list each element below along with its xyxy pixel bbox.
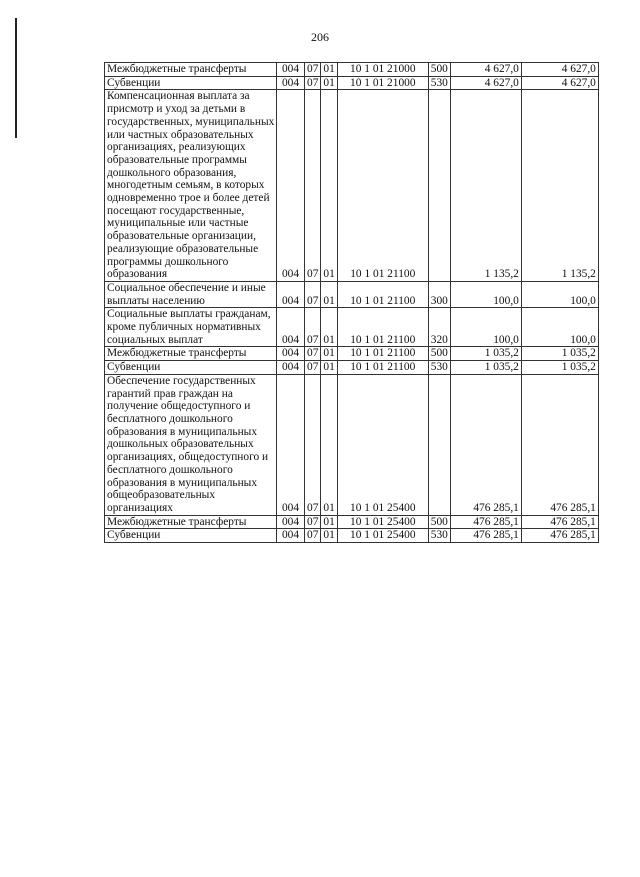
row-amount-1: 1 035,2 (450, 347, 521, 361)
row-expense-type: 300 (428, 281, 450, 307)
table-row (105, 374, 599, 515)
row-amount-2: 100,0 (521, 281, 598, 307)
row-amount-2: 1 035,2 (521, 347, 598, 361)
row-name: Субвенции (105, 76, 277, 90)
row-expense-type: 500 (428, 347, 450, 361)
row-grbs-code: 004 (277, 374, 305, 515)
row-target-article: 10 1 01 25400 (337, 515, 428, 529)
row-section-code: 07 (305, 281, 321, 307)
row-subsection-code: 01 (321, 347, 337, 361)
row-grbs-code: 004 (277, 90, 305, 282)
row-subsection-code: 01 (321, 90, 337, 282)
table-row (105, 361, 599, 375)
row-expense-type: 500 (428, 515, 450, 529)
row-grbs-code: 004 (277, 347, 305, 361)
row-target-article: 10 1 01 21100 (337, 90, 428, 282)
row-target-article: 10 1 01 21100 (337, 347, 428, 361)
row-amount-2: 4 627,0 (521, 63, 598, 77)
row-target-article: 10 1 01 21100 (337, 361, 428, 375)
row-amount-1: 1 035,2 (450, 361, 521, 375)
row-amount-1: 100,0 (450, 281, 521, 307)
row-target-article: 10 1 01 25400 (337, 529, 428, 543)
row-expense-type: 500 (428, 63, 450, 77)
row-subsection-code: 01 (321, 281, 337, 307)
table-row (105, 281, 599, 307)
row-name: Субвенции (105, 529, 277, 543)
row-name: Субвенции (105, 361, 277, 375)
row-grbs-code: 004 (277, 281, 305, 307)
row-section-code: 07 (305, 347, 321, 361)
row-amount-1: 4 627,0 (450, 76, 521, 90)
row-amount-1: 4 627,0 (450, 63, 521, 77)
page-number: 206 (311, 30, 329, 44)
row-grbs-code: 004 (277, 515, 305, 529)
row-subsection-code: 01 (321, 515, 337, 529)
table-row (105, 308, 599, 347)
row-name: Межбюджетные трансферты (105, 63, 277, 77)
row-expense-type: 530 (428, 76, 450, 90)
row-subsection-code: 01 (321, 529, 337, 543)
row-section-code: 07 (305, 76, 321, 90)
row-expense-type: 530 (428, 529, 450, 543)
row-name: Межбюджетные трансферты (105, 515, 277, 529)
row-subsection-code: 01 (321, 76, 337, 90)
row-expense-type: 530 (428, 361, 450, 375)
row-amount-2: 1 135,2 (521, 90, 598, 282)
row-amount-1: 476 285,1 (450, 374, 521, 515)
row-name: Межбюджетные трансферты (105, 347, 277, 361)
row-name: Социальное обеспечение и иные выплаты населению (105, 281, 277, 307)
row-amount-2: 1 035,2 (521, 361, 598, 375)
row-target-article: 10 1 01 25400 (337, 374, 428, 515)
row-amount-2: 476 285,1 (521, 529, 598, 543)
row-target-article: 10 1 01 21100 (337, 281, 428, 307)
row-amount-1: 476 285,1 (450, 529, 521, 543)
row-name: Компенсационная выплата за присмотр и уход за детьми в государственных, муниципальных или частных образовательных организациях, реализующих образовательные программы дошкольного образования, многодетным семьям, в которых одновременно трое и более детей посещают государственные, муниципальные или частные образовательные организации, реализующие образовательные программы дошкольного образования (105, 90, 277, 282)
table-row (105, 76, 599, 90)
row-grbs-code: 004 (277, 63, 305, 77)
row-section-code: 07 (305, 90, 321, 282)
table-row (105, 90, 599, 282)
row-subsection-code: 01 (321, 374, 337, 515)
table-row (105, 63, 599, 77)
row-expense-type (428, 374, 450, 515)
row-amount-2: 4 627,0 (521, 76, 598, 90)
row-grbs-code: 004 (277, 308, 305, 347)
row-subsection-code: 01 (321, 63, 337, 77)
row-target-article: 10 1 01 21100 (337, 308, 428, 347)
row-amount-1: 100,0 (450, 308, 521, 347)
row-subsection-code: 01 (321, 308, 337, 347)
table-row (105, 515, 599, 529)
row-section-code: 07 (305, 515, 321, 529)
budget-table (104, 62, 599, 543)
row-amount-1: 476 285,1 (450, 515, 521, 529)
table-row (105, 347, 599, 361)
row-target-article: 10 1 01 21000 (337, 76, 428, 90)
row-name: Обеспечение государственных гарантий прав граждан на получение общедоступного и бесплатного дошкольного образования в муниципальных дошкольных образовательных организациях, общедоступного и бесплатного дошкольного образования в муниципальных общеобразовательных организациях (105, 374, 277, 515)
row-subsection-code: 01 (321, 361, 337, 375)
table-row (105, 529, 599, 543)
row-grbs-code: 004 (277, 76, 305, 90)
row-section-code: 07 (305, 374, 321, 515)
row-amount-2: 476 285,1 (521, 515, 598, 529)
row-section-code: 07 (305, 361, 321, 375)
row-grbs-code: 004 (277, 529, 305, 543)
row-expense-type: 320 (428, 308, 450, 347)
row-section-code: 07 (305, 529, 321, 543)
row-section-code: 07 (305, 308, 321, 347)
row-section-code: 07 (305, 63, 321, 77)
row-expense-type (428, 90, 450, 282)
row-amount-2: 476 285,1 (521, 374, 598, 515)
row-amount-2: 100,0 (521, 308, 598, 347)
row-amount-1: 1 135,2 (450, 90, 521, 282)
row-target-article: 10 1 01 21000 (337, 63, 428, 77)
row-name: Социальные выплаты гражданам, кроме публичных нормативных социальных выплат (105, 308, 277, 347)
row-grbs-code: 004 (277, 361, 305, 375)
